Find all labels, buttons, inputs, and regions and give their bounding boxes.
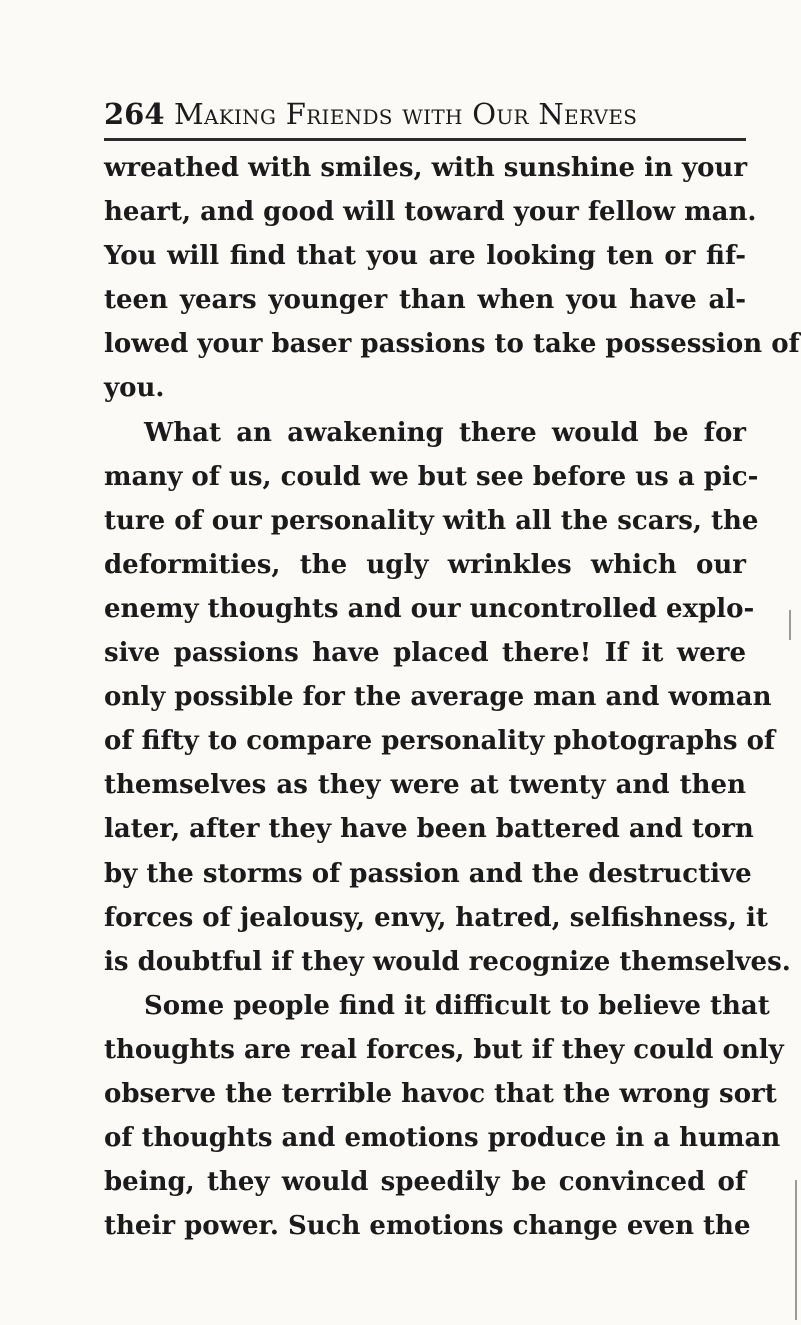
text-line: You will find that you are looking ten or fif- <box>104 241 746 272</box>
text-line: deformities, the ugly wrinkles which our <box>104 549 746 580</box>
page-header <box>104 96 744 136</box>
text-line: of fifty to compare personality photographs of <box>104 726 776 757</box>
text-line: heart, and good will toward your fellow man. <box>104 197 757 228</box>
text-line: teen years younger than when you have al- <box>104 285 746 316</box>
page-number: 264 <box>104 97 165 131</box>
text-line: many of us, could we but see before us a pic- <box>104 461 759 492</box>
text-line: thoughts are real forces, but if they could only <box>104 1034 784 1065</box>
text-line: is doubtful if they would recognize themselves. <box>104 946 791 977</box>
text-line: of thoughts and emotions produce in a human <box>104 1123 781 1154</box>
text-line: What an awakening there would be for <box>144 417 746 448</box>
text-line: ture of our personality with all the scars, the <box>104 505 759 536</box>
text-line: enemy thoughts and our uncontrolled explo- <box>104 593 755 624</box>
text-line: their power. Such emotions change even the <box>104 1211 751 1242</box>
text-line: only possible for the average man and woman <box>104 682 772 713</box>
body-text <box>104 146 800 1248</box>
header-rule <box>104 138 746 141</box>
running-title: Making Friends with Our Nerves <box>174 97 638 131</box>
text-line: observe the terrible havoc that the wrong sort <box>104 1078 777 1109</box>
scan-mark <box>795 1180 797 1320</box>
scan-mark <box>789 610 791 640</box>
text-line: forces of jealousy, envy, hatred, selfishness, it <box>104 902 768 933</box>
text-line: by the storms of passion and the destructive <box>104 858 752 889</box>
text-line: later, after they have been battered and torn <box>104 814 754 845</box>
text-line: sive passions have placed there! If it were <box>104 638 746 669</box>
text-line: wreathed with smiles, with sunshine in your <box>104 153 748 183</box>
text-line: lowed your baser passions to take possession of <box>104 329 800 360</box>
text-line: Some people find it difficult to believe that <box>144 990 770 1021</box>
text-line: themselves as they were at twenty and then <box>104 770 746 801</box>
text-line: you. <box>104 373 165 404</box>
text-line: being, they would speedily be convinced of <box>104 1167 746 1198</box>
